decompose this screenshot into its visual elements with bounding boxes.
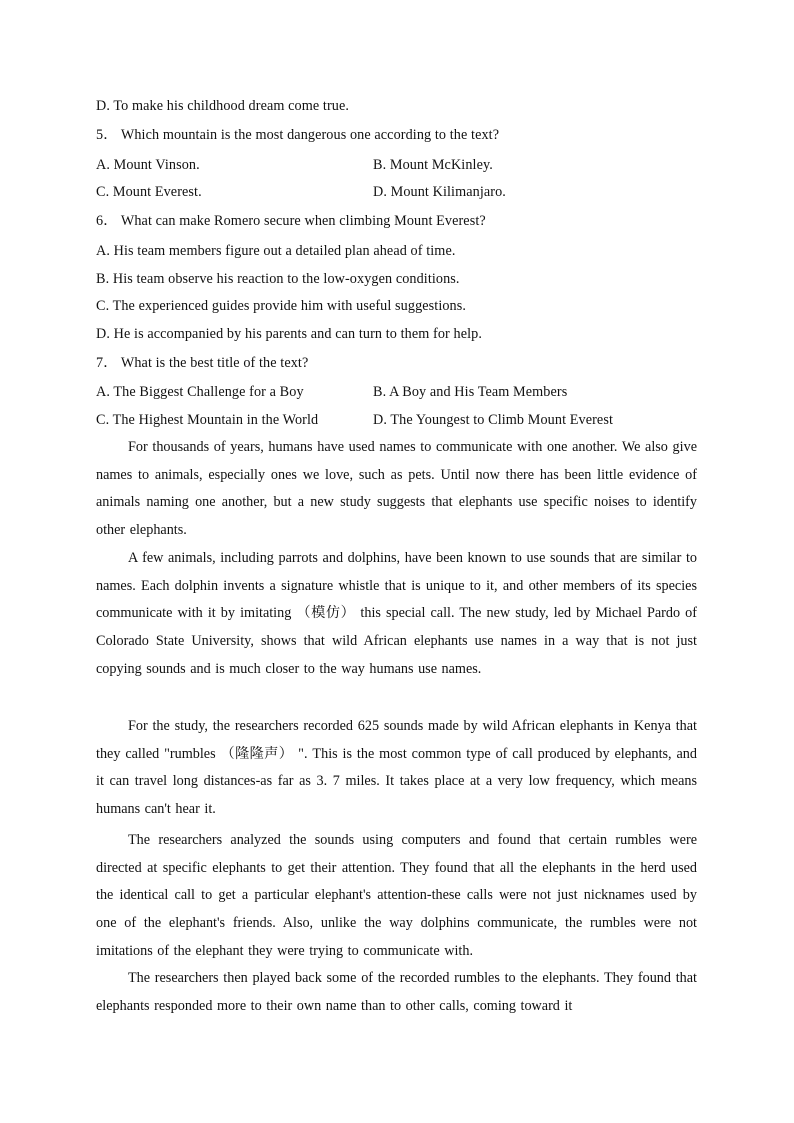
q5-options-row-2 bbox=[96, 183, 506, 201]
q6-option-c: C. The experienced guides provide him with useful suggestions. bbox=[96, 298, 467, 314]
passage-paragraph-5: The researchers then played back some of the recorded rumbles to the elephants. They found that elephants responded more to their own name than to other calls, coming toward it bbox=[96, 970, 697, 1014]
q7-options-row-1 bbox=[96, 383, 568, 401]
q5-option-a: A. Mount Vinson. bbox=[96, 157, 200, 173]
q7-options-row-2 bbox=[96, 411, 613, 429]
q5-option-d: D. Mount Kilimanjaro. bbox=[373, 184, 506, 200]
q4-option-d: D. To make his childhood dream come true. bbox=[96, 98, 350, 114]
q7-option-a: A. The Biggest Challenge for a Boy bbox=[96, 384, 304, 400]
q5-options-row-1 bbox=[96, 156, 493, 174]
q7-option-d: D. The Youngest to Climb Mount Everest bbox=[373, 412, 613, 428]
passage-paragraph-4: The researchers analyzed the sounds using computers and found that certain rumbles were directed at specific elephants to get their attention. They found that all the elephants in the herd used the identical call to get a particular elephant's attention-these calls were not just nicknames used by one of the elephant's friends. Also, unlike the way dolphins communicate, the rumbles were not imitations of the elephant they were trying to communicate with. bbox=[96, 832, 697, 959]
q5-option-b: B. Mount McKinley. bbox=[373, 157, 493, 173]
q7-option-c: C. The Highest Mountain in the World bbox=[96, 412, 319, 428]
q6-option-d: D. He is accompanied by his parents and can turn to them for help. bbox=[96, 326, 483, 342]
q7-stem: 7． What is the best title of the text? bbox=[96, 355, 309, 371]
q5-option-c: C. Mount Everest. bbox=[96, 184, 202, 200]
q7-option-b: B. A Boy and His Team Members bbox=[373, 384, 568, 400]
passage-paragraph-3: For the study, the researchers recorded 625 sounds made by wild African elephants in Kenya that they called "rumbles （隆隆声） ". This is the most common type of call produced by elephants, and it can travel long distances-as far as 3. 7 miles. It takes place at a very low frequency, which means humans can't hear it. bbox=[96, 718, 697, 818]
q6-option-a: A. His team members figure out a detailed plan ahead of time. bbox=[96, 243, 456, 259]
passage-paragraph-1: For thousands of years, humans have used names to communicate with one another. We also give names to animals, especially ones we love, such as pets. Until now there has been little evidence of animals naming one another, but a new study suggests that elephants use specific noises to identify other elephants. bbox=[96, 439, 697, 539]
q6-stem: 6． What can make Romero secure when climbing Mount Everest? bbox=[96, 213, 486, 229]
q6-option-b: B. His team observe his reaction to the low-oxygen conditions. bbox=[96, 271, 460, 287]
q5-stem: 5． Which mountain is the most dangerous one according to the text? bbox=[96, 127, 500, 143]
passage-paragraph-2: A few animals, including parrots and dolphins, have been known to use sounds that are similar to names. Each dolphin invents a signature whistle that is unique to it, and other members of its species communicate with it by imitating （模仿） this special call. The new study, led by Michael Pardo of Colorado State University, shows that wild African elephants use names in a way that is not just copying sounds and is much closer to the way humans use names. bbox=[96, 550, 697, 677]
